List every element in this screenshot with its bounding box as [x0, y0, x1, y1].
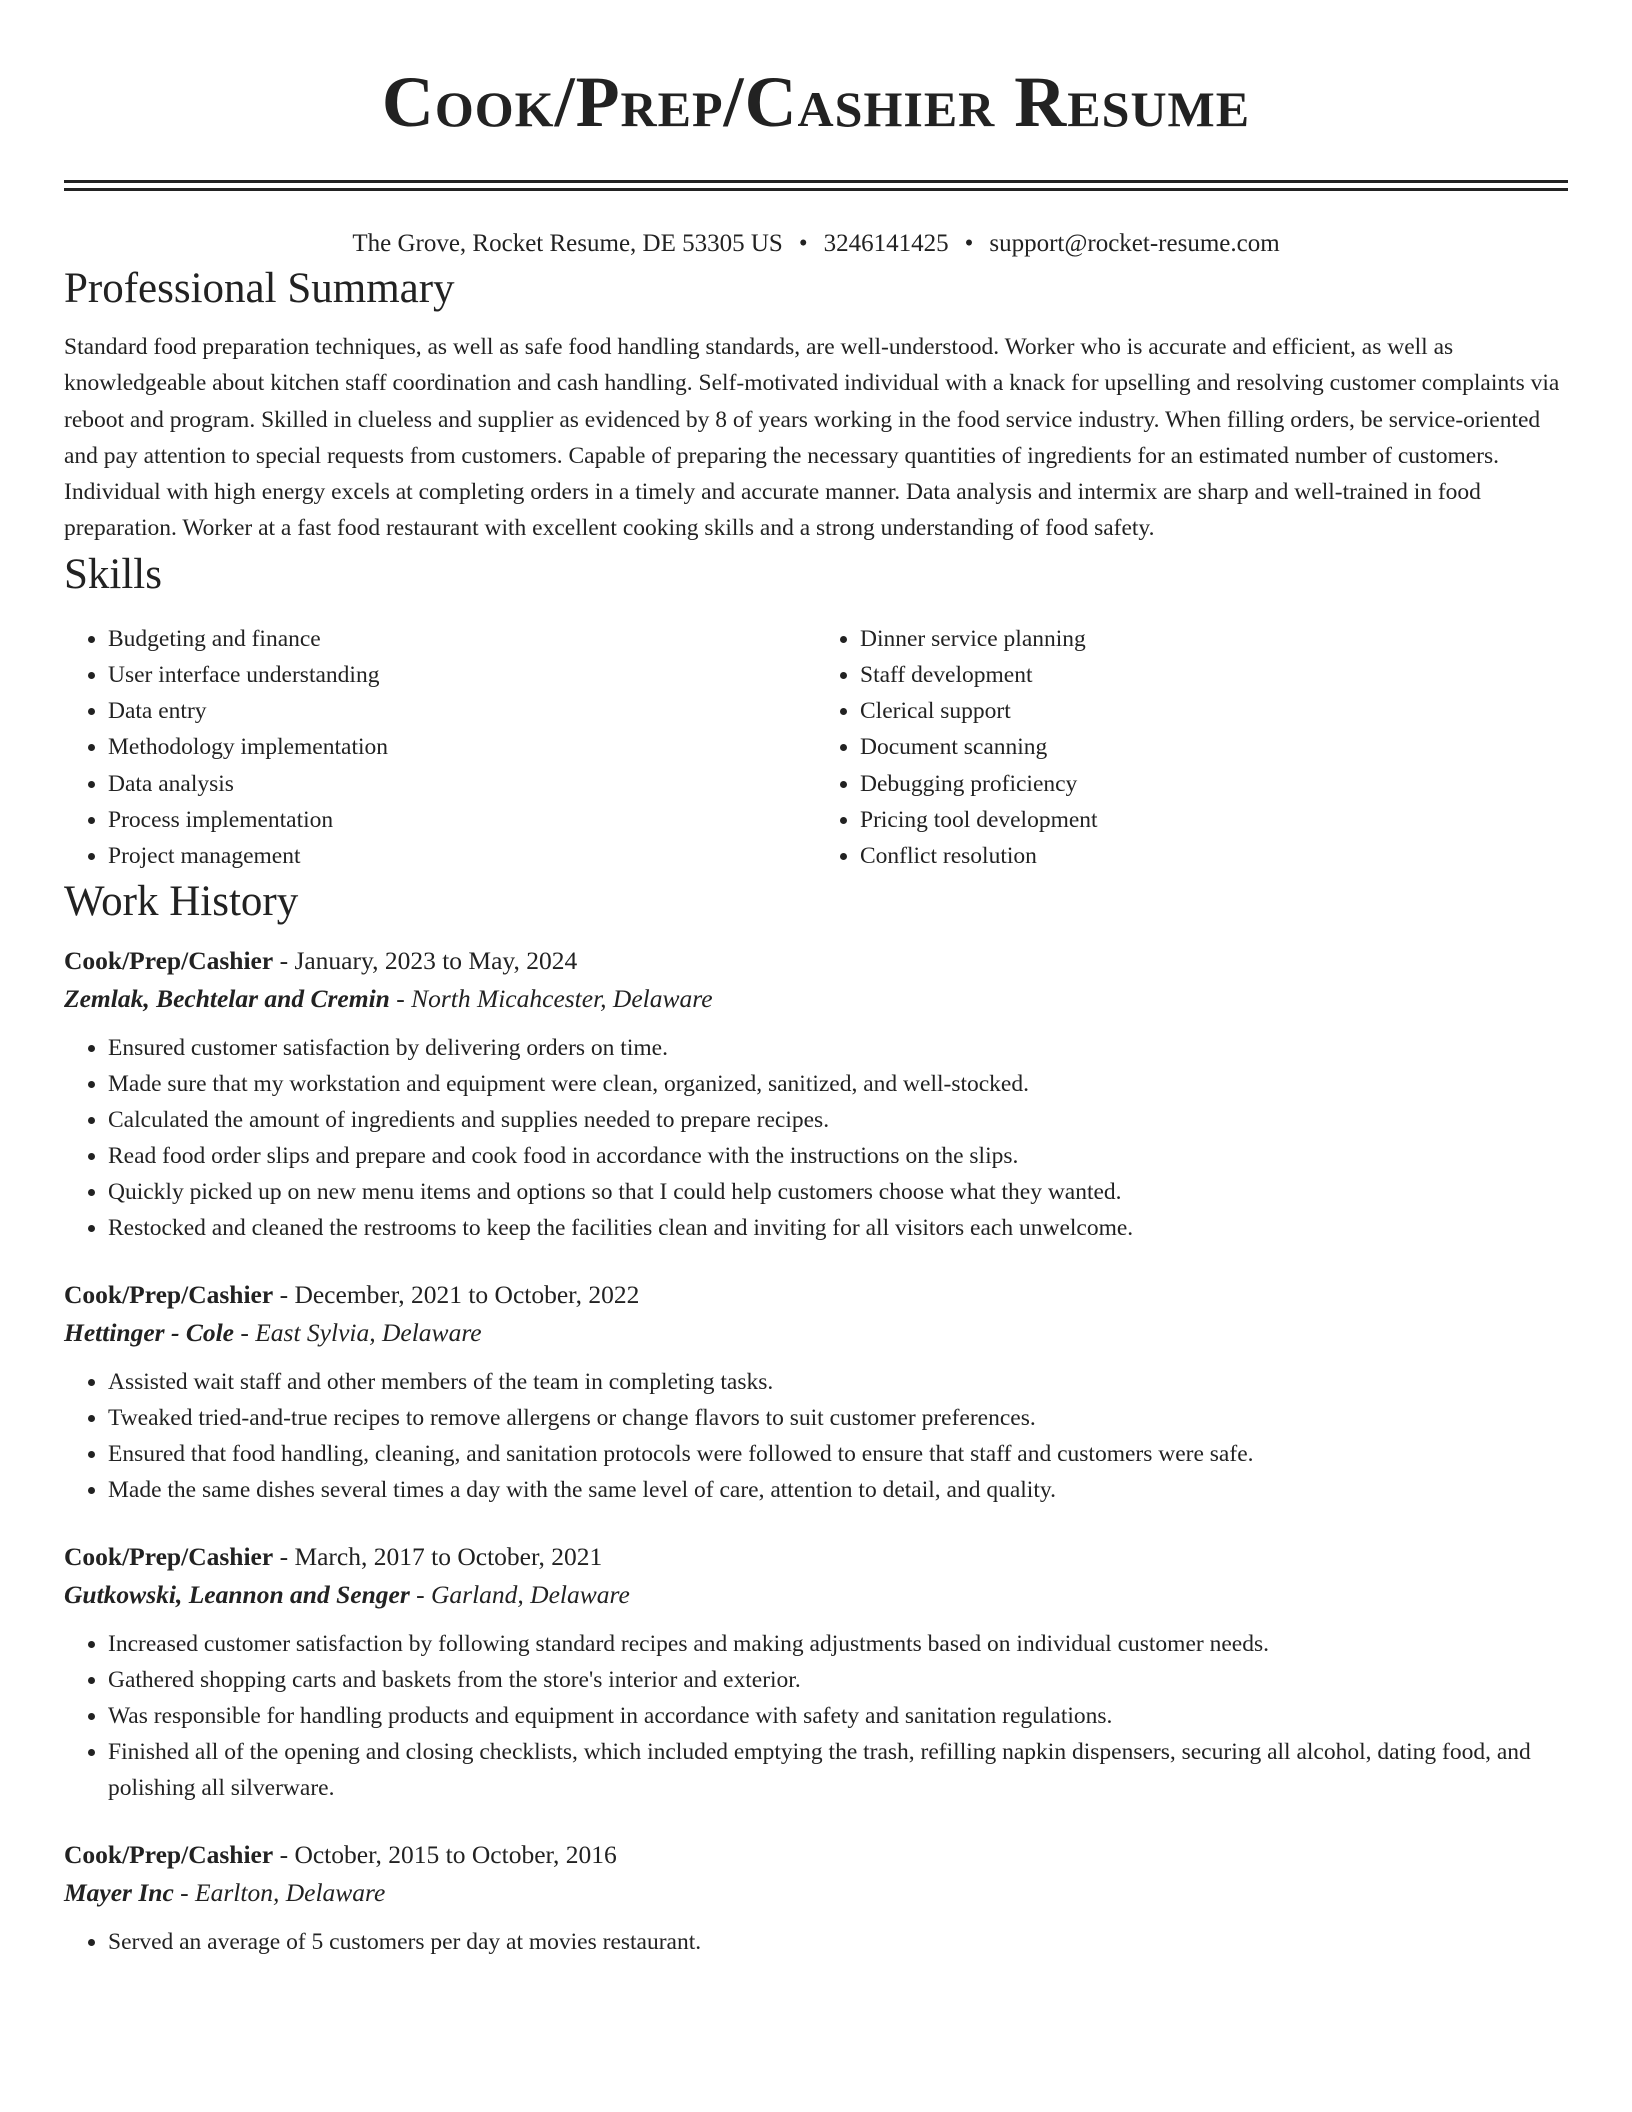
skill-item: • Process implementation	[108, 802, 816, 838]
job-bullet: • Quickly picked up on new menu items and options so that I could help customers choose what they wanted.	[108, 1174, 1568, 1210]
job-bullet: • Assisted wait staff and other members of the team in completing tasks.	[108, 1364, 1568, 1400]
job-bullet: • Made the same dishes several times a day with the same level of care, attention to detail, and quality.	[108, 1472, 1568, 1508]
job-bullet: • Increased customer satisfaction by following standard recipes and making adjustments based on individual customer needs.	[108, 1626, 1568, 1662]
company-line	[64, 980, 1568, 1018]
job-entry	[64, 942, 1568, 1246]
job-title: Cook/Prep/Cashier	[64, 946, 274, 976]
skill-item: • Document scanning	[860, 729, 1568, 765]
job-title-line	[64, 1538, 1568, 1576]
job-title-line	[64, 942, 1568, 980]
job-title: Cook/Prep/Cashier	[64, 1280, 274, 1310]
job-title: Cook/Prep/Cashier	[64, 1542, 274, 1572]
contact-separator: •	[798, 230, 808, 257]
job-dates: - December, 2021 to October, 2022	[273, 1280, 640, 1310]
job-bullet: • Ensured that food handling, cleaning, and sanitation protocols were followed to ensure that staff and customers were safe.	[108, 1436, 1568, 1472]
job-bullets	[64, 1626, 1568, 1806]
skills-heading: Skills	[64, 550, 162, 598]
company-location: - Earlton, Delaware	[173, 1878, 386, 1908]
contact-address: The Grove, Rocket Resume, DE 53305 US	[352, 230, 783, 257]
skill-item: • Dinner service planning	[860, 621, 1568, 657]
job-entry	[64, 1276, 1568, 1508]
job-bullet: • Restocked and cleaned the restrooms to keep the facilities clean and inviting for all visitors each unwelcome.	[108, 1210, 1568, 1246]
job-dates: - March, 2017 to October, 2021	[273, 1542, 603, 1572]
company-line	[64, 1576, 1568, 1614]
job-bullets	[64, 1364, 1568, 1508]
job-dates: - January, 2023 to May, 2024	[273, 946, 578, 976]
company-line	[64, 1874, 1568, 1912]
company-name: Zemlak, Bechtelar and Cremin	[64, 984, 390, 1014]
skills-column-left	[64, 621, 816, 874]
skill-item: • Conflict resolution	[860, 838, 1568, 874]
work-history-heading: Work History	[64, 878, 299, 926]
company-location: - Garland, Delaware	[409, 1580, 630, 1610]
job-title: Cook/Prep/Cashier	[64, 1840, 274, 1870]
skill-item: • Clerical support	[860, 693, 1568, 729]
company-name: Gutkowski, Leannon and Senger	[64, 1580, 410, 1610]
skill-item: • Methodology implementation	[108, 729, 816, 765]
company-name: Mayer Inc	[64, 1878, 174, 1908]
job-dates: - October, 2015 to October, 2016	[273, 1840, 617, 1870]
company-name: Hettinger - Cole	[64, 1318, 234, 1348]
job-bullet: • Read food order slips and prepare and cook food in accordance with the instructions on the slips.	[108, 1138, 1568, 1174]
skill-item: • User interface understanding	[108, 657, 816, 693]
skill-item: • Project management	[108, 838, 816, 874]
skill-item: • Debugging proficiency	[860, 766, 1568, 802]
job-entry	[64, 1836, 1568, 1960]
page-title: Cook/Prep/Cashier Resume	[381, 62, 1251, 142]
summary-text: Standard food preparation techniques, as well as safe food handling standards, are well-understood. Worker who is accurate and efficient, as well as knowledgeable about kitchen staff coordination and cash handling. Self-motivated individual with a knack for upselling and resolving customer complaints via reboot and program. Skilled in clueless and supplier as evidenced by 8 of years working in the food service industry. When filling orders, be service-oriented and pay attention to special requests from customers. Capable of preparing the necessary quantities of ingredients for an estimated number of customers. Individual with high energy excels at completing orders in a timely and accurate manner. Data analysis and intermix are sharp and well-trained in food preparation. Worker at a fast food restaurant with excellent cooking skills and a strong understanding of food safety.	[64, 334, 1560, 542]
skill-item: • Data entry	[108, 693, 816, 729]
job-title-line	[64, 1276, 1568, 1314]
contact-line	[64, 227, 1568, 261]
summary-heading: Professional Summary	[64, 265, 455, 312]
title-divider	[64, 180, 1568, 191]
company-location: - East Sylvia, Delaware	[233, 1318, 482, 1348]
skills-column-right	[816, 621, 1568, 874]
job-bullet: • Finished all of the opening and closing checklists, which included emptying the trash, refilling napkin dispensers, securing all alcohol, dating food, and polishing all silverware.	[108, 1734, 1568, 1806]
job-bullet: • Gathered shopping carts and baskets from the store's interior and exterior.	[108, 1662, 1568, 1698]
job-bullet: • Was responsible for handling products and equipment in accordance with safety and sanitation regulations.	[108, 1698, 1568, 1734]
skill-item: • Staff development	[860, 657, 1568, 693]
contact-phone: 3246141425	[823, 230, 949, 257]
job-bullet: • Made sure that my workstation and equipment were clean, organized, sanitized, and well-stocked.	[108, 1066, 1568, 1102]
skill-item: • Pricing tool development	[860, 802, 1568, 838]
skill-item: • Data analysis	[108, 766, 816, 802]
skill-item: • Budgeting and finance	[108, 621, 816, 657]
company-line	[64, 1314, 1568, 1352]
job-bullets	[64, 1030, 1568, 1246]
job-bullet: • Calculated the amount of ingredients and supplies needed to prepare recipes.	[108, 1102, 1568, 1138]
job-bullet: • Served an average of 5 customers per day at movies restaurant.	[108, 1924, 1568, 1960]
job-bullets	[64, 1924, 1568, 1960]
contact-separator: •	[964, 230, 974, 257]
job-title-line	[64, 1836, 1568, 1874]
company-location: - North Micahcester, Delaware	[389, 984, 713, 1014]
skills-list	[64, 621, 1568, 874]
job-bullet: • Ensured customer satisfaction by delivering orders on time.	[108, 1030, 1568, 1066]
job-bullet: • Tweaked tried-and-true recipes to remove allergens or change flavors to suit customer preferences.	[108, 1400, 1568, 1436]
contact-email: support@rocket-resume.com	[989, 230, 1280, 257]
job-entry	[64, 1538, 1568, 1806]
